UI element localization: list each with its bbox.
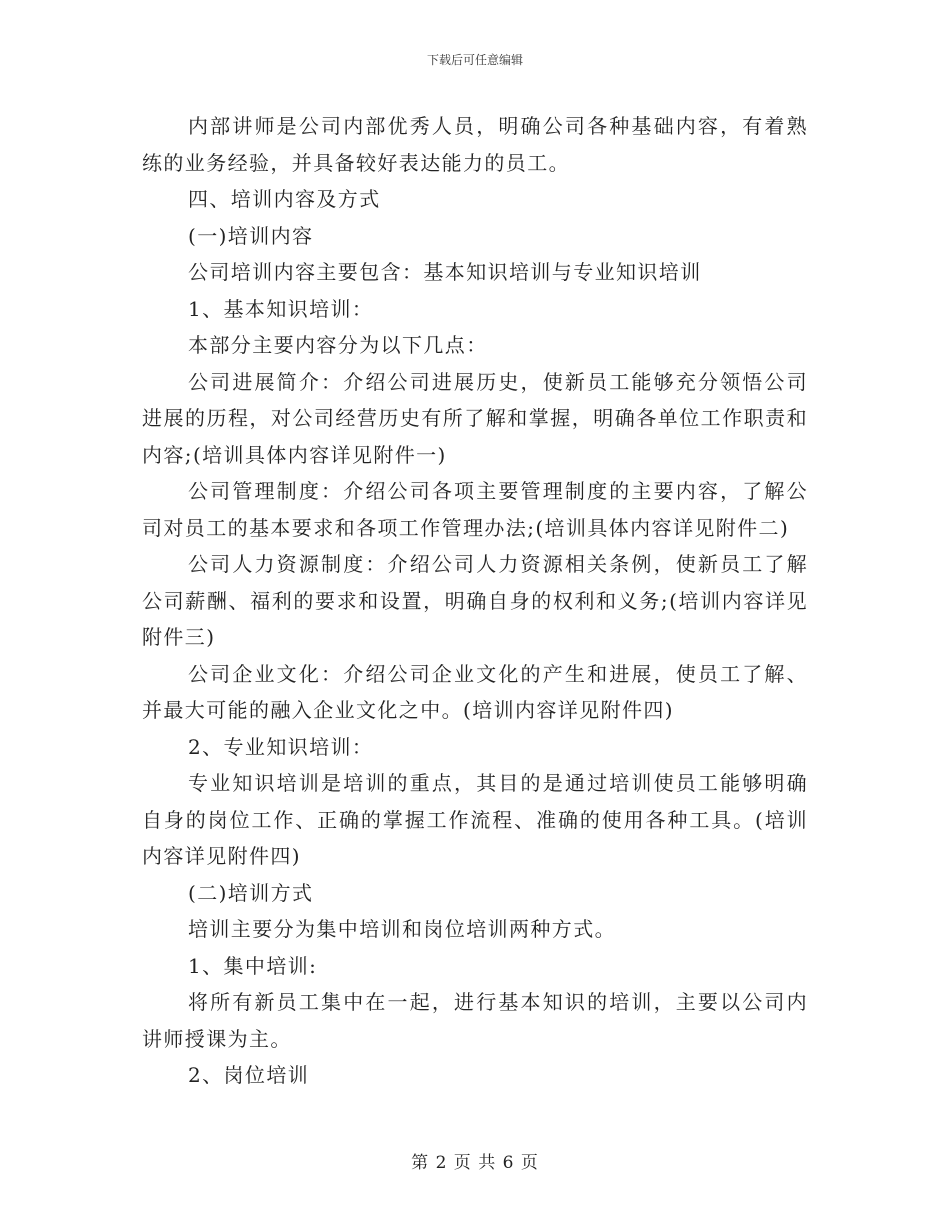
paragraph: 本部分主要内容分为以下几点： — [188, 333, 488, 357]
paragraph: 专业知识培训是培训的重点，其目的是通过培训使员工能够明确自身的岗位工作、正确的掌握工作流程、准确的使用各种工具。(培训内容详见附件四) — [142, 771, 808, 868]
paragraph: 公司培训内容主要包含：基本知识培训与专业知识培训 — [188, 260, 702, 284]
section-heading: 四、培训内容及方式 — [188, 187, 381, 211]
page-number: 第 2 页 共 6 页 — [411, 1153, 539, 1173]
paragraph: 内部讲师是公司内部优秀人员，明确公司各种基础内容，有着熟练的业务经验，并具备较好表达能力的员工。 — [142, 114, 808, 175]
paragraph: 公司管理制度：介绍公司各项主要管理制度的主要内容，了解公司对员工的基本要求和各项工作管理办法;(培训具体内容详见附件二) — [142, 479, 808, 540]
paragraph: 公司人力资源制度：介绍公司人力资源相关条例，使新员工了解公司薪酬、福利的要求和设置，明确自身的权利和义务;(培训内容详见附件三) — [142, 552, 808, 649]
list-heading: 2、岗位培训 — [188, 1063, 310, 1087]
paragraph: 公司企业文化：介绍公司企业文化的产生和进展，使员工了解、并最大可能的融入企业文化之中。(培训内容详见附件四) — [142, 661, 808, 722]
list-heading: 1、集中培训: — [188, 953, 318, 978]
paragraph: 公司进展简介：介绍公司进展历史，使新员工能够充分领悟公司进展的历程，对公司经营历史有所了解和掌握，明确各单位工作职责和内容;(培训具体内容详见附件一) — [142, 369, 808, 467]
subsection-heading: (二)培训方式 — [188, 880, 314, 905]
paragraph: 培训主要分为集中培训和岗位培训两种方式。 — [188, 917, 616, 941]
paragraph: 将所有新员工集中在一起，进行基本知识的培训，主要以公司内讲师授课为主。 — [142, 990, 808, 1051]
document-body — [142, 108, 808, 1094]
subsection-heading: (一)培训内容 — [188, 223, 314, 248]
page-header-note: 下载后可任意编辑 — [426, 53, 523, 67]
list-heading: 2、专业知识培训： — [188, 734, 374, 759]
list-heading: 1、基本知识培训： — [188, 296, 374, 321]
